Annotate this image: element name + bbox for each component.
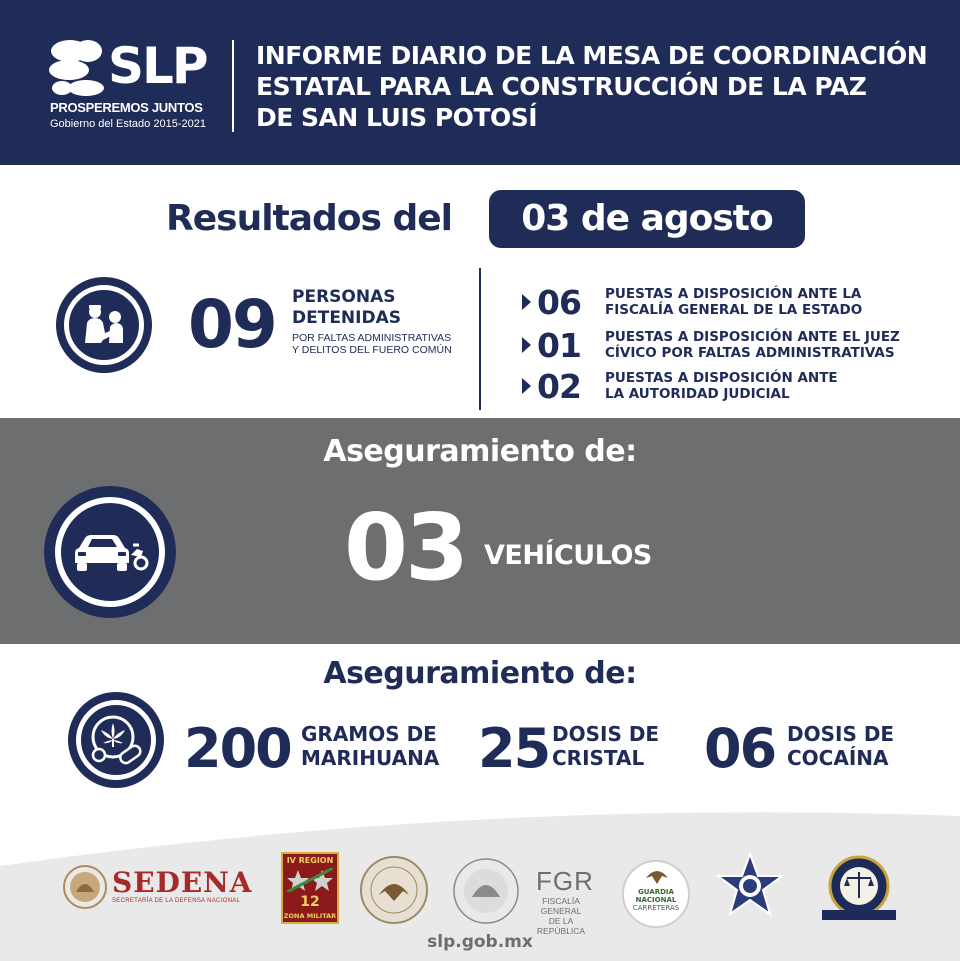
- vehicles-label: VEHÍCULOS: [484, 540, 652, 571]
- mexico-national-seal-icon: [452, 857, 520, 925]
- arrow-right-icon: [522, 378, 531, 394]
- vehicle-icon-badge: [44, 486, 176, 618]
- zona-militar-shield: [281, 852, 339, 924]
- slp-logo-mark-icon: [48, 38, 110, 96]
- sedena-subtitle: SECRETARÍA DE LA DEFENSA NACIONAL: [112, 898, 241, 904]
- disposition-text-line: LA AUTORIDAD JUDICIAL: [605, 386, 790, 402]
- drug-label-line: CRISTAL: [552, 746, 645, 770]
- arrow-right-icon: [522, 294, 531, 310]
- website-url[interactable]: slp.gob.mx: [427, 932, 533, 952]
- drug-label-line: DOSIS DE: [787, 722, 895, 746]
- police-star-badge-icon: [716, 852, 784, 926]
- drugs-icon-badge: [68, 692, 164, 788]
- gn-carreteras-badge: [622, 860, 690, 928]
- disposition-text: [605, 286, 862, 318]
- disposition-row: [522, 327, 900, 363]
- date-badge: 03 de agosto: [489, 190, 805, 248]
- drug-label: [787, 722, 894, 770]
- disposition-text-line: PUESTAS A DISPOSICIÓN ANTE: [605, 370, 838, 386]
- gn-carreteras-line: GUARDIA: [638, 888, 674, 896]
- disposition-row: [522, 284, 862, 320]
- report-title-line: ESTATAL PARA LA CONSTRUCCIÓN DE LA PAZ: [256, 72, 867, 101]
- detained-label-line: DETENIDAS: [292, 308, 401, 328]
- sedena-logo-text: SEDENA: [112, 866, 253, 899]
- gn-carreteras-text: [624, 888, 688, 912]
- zona-militar-bottom-text: ZONA MILITAR: [283, 912, 337, 920]
- section-divider: [479, 268, 481, 410]
- drug-label-line: GRAMOS DE: [301, 722, 437, 746]
- eagle-icon: [646, 868, 668, 886]
- disposition-count: 06: [537, 282, 581, 322]
- drug-label-line: COCAÍNA: [787, 746, 889, 770]
- report-title-line: DE SAN LUIS POTOSÍ: [256, 103, 538, 132]
- cannabis-pills-icon: [89, 713, 143, 767]
- fgr-subtitle-line: DE LA REPÚBLICA: [536, 916, 586, 936]
- disposition-text-line: FISCALÍA GENERAL DE LA ESTADO: [605, 302, 863, 318]
- disposition-count: 02: [537, 366, 581, 406]
- arrow-right-icon: [522, 337, 531, 353]
- vehicles-title: Aseguramiento de:: [323, 434, 637, 469]
- mexico-eagle-seal-icon: [62, 864, 108, 910]
- gn-carreteras-line: CARRETERAS: [632, 904, 680, 912]
- drug-label: [301, 722, 439, 770]
- disposition-text-line: PUESTAS A DISPOSICIÓN ANTE EL JUEZ: [605, 329, 900, 345]
- zona-militar-top-text: IV REGION: [286, 856, 334, 865]
- fgr-subtitle: [524, 896, 598, 936]
- vehicles-count: 03: [344, 494, 467, 601]
- detained-note-line: POR FALTAS ADMINISTRATIVAS: [292, 332, 452, 344]
- drug-label: [552, 722, 659, 770]
- drug-count: 200: [184, 717, 291, 780]
- stars-icon: [287, 868, 333, 892]
- drug-label-line: DOSIS DE: [552, 722, 660, 746]
- report-title-line: INFORME DIARIO DE LA MESA DE COORDINACIÓN: [256, 41, 928, 70]
- zona-militar-number: 12: [300, 894, 320, 910]
- header-divider: [232, 40, 234, 132]
- detained-note-line: Y DELITOS DEL FUERO COMÚN: [292, 344, 452, 356]
- disposition-text: [605, 329, 900, 361]
- disposition-count: 01: [537, 325, 581, 365]
- fgr-logo-text: FGR: [536, 866, 594, 896]
- drug-count: 06: [704, 717, 776, 780]
- slp-logo-subtitle: Gobierno del Estado 2015-2021: [50, 118, 206, 130]
- detained-label-line: PERSONAS: [292, 287, 396, 307]
- detained-icon-badge: [56, 277, 152, 373]
- disposition-text: [605, 370, 838, 402]
- disposition-text-line: PUESTAS A DISPOSICIÓN ANTE LA: [605, 286, 862, 302]
- slp-logo-word: SLP: [108, 37, 207, 95]
- detained-count: 09: [188, 286, 276, 363]
- gn-carreteras-line: NACIONAL: [635, 896, 677, 904]
- drug-label-line: MARIHUANA: [301, 746, 440, 770]
- slp-logo: [48, 38, 216, 138]
- header-banner: [0, 0, 960, 165]
- car-motorcycle-icon: [69, 529, 151, 575]
- disposition-text-line: CÍVICO POR FALTAS ADMINISTRATIVAS: [605, 345, 895, 361]
- report-title: [256, 40, 946, 133]
- results-label: Resultados del: [166, 198, 453, 239]
- slp-logo-tagline: PROSPEREMOS JUNTOS: [50, 100, 203, 115]
- arrest-icon: [79, 303, 129, 347]
- fiscalia-estado-seal-icon: [818, 854, 900, 924]
- fgr-subtitle-line: FISCALÍA GENERAL: [540, 896, 582, 916]
- drugs-title: Aseguramiento de:: [323, 656, 637, 691]
- disposition-row: [522, 368, 838, 404]
- drug-count: 25: [478, 717, 550, 780]
- guardia-nacional-seal-icon: [359, 855, 429, 925]
